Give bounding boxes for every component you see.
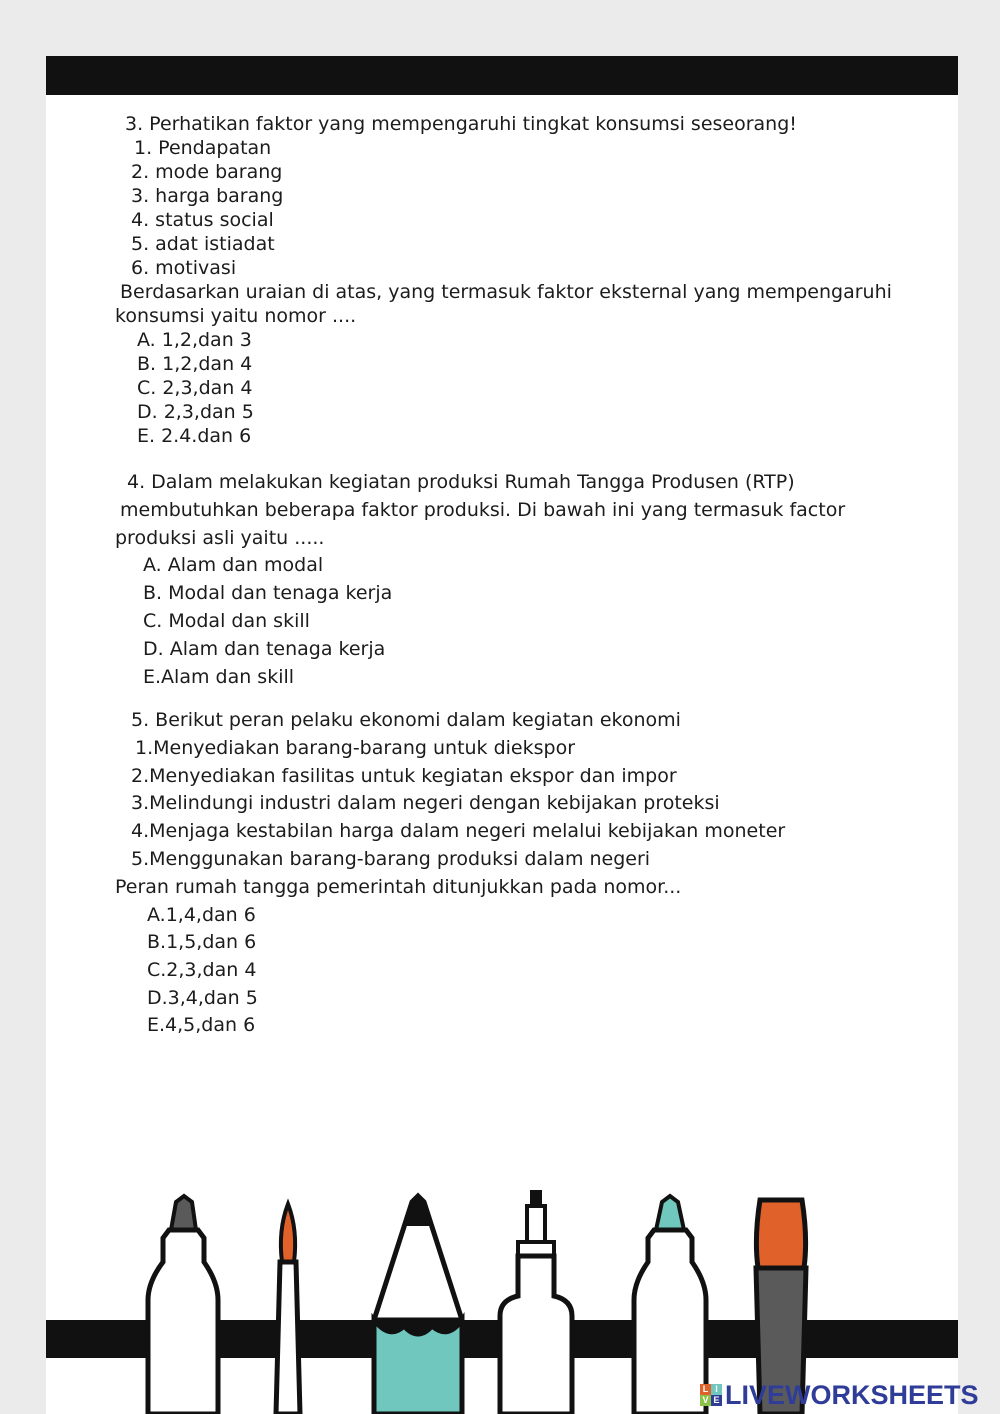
q3-option-e[interactable]: E. 2.4.dan 6	[137, 425, 252, 447]
q5-option-e[interactable]: E.4,5,dan 6	[147, 1014, 256, 1036]
q4-option-a[interactable]: A. Alam dan modal	[143, 554, 324, 576]
q5-option-d[interactable]: D.3,4,dan 5	[147, 987, 258, 1009]
teal-pencil-icon	[374, 1196, 462, 1414]
q4-option-e[interactable]: E.Alam dan skill	[143, 666, 295, 688]
q3-stem: 3. Perhatikan faktor yang mempengaruhi tingkat konsumsi seseorang!	[125, 113, 797, 135]
liveworksheets-mark-icon: L I V E	[700, 1384, 722, 1406]
q4-stem-line-1: 4. Dalam melakukan kegiatan produksi Rumah Tangga Produsen (RTP)	[127, 471, 795, 493]
q5-item-1: 1.Menyediakan barang-barang untuk diekspor	[135, 737, 576, 759]
q5-option-a[interactable]: A.1,4,dan 6	[147, 904, 256, 926]
liveworksheets-logo-text: LIVEWORKSHEETS	[725, 1379, 979, 1410]
q3-factor-1: 1. Pendapatan	[134, 137, 272, 159]
teal-marker-icon	[634, 1196, 706, 1414]
q5-item-2: 2.Menyediakan fasilitas untuk kegiatan ekspor dan impor	[131, 765, 677, 787]
q4-stem-line-3: produksi asli yaitu .....	[115, 527, 325, 549]
q5-option-b[interactable]: B.1,5,dan 6	[147, 931, 257, 953]
q3-question-line-1: Berdasarkan uraian di atas, yang termasuk faktor eksternal yang mempengaruhi	[120, 281, 892, 303]
q3-option-b[interactable]: B. 1,2,dan 4	[137, 353, 253, 375]
q3-option-a[interactable]: A. 1,2,dan 3	[137, 329, 252, 351]
q3-factor-4: 4. status social	[131, 209, 274, 231]
q3-option-c[interactable]: C. 2,3,dan 4	[137, 377, 253, 399]
q3-factor-5: 5. adat istiadat	[131, 233, 275, 255]
liveworksheets-logo	[700, 1380, 979, 1410]
q4-option-d[interactable]: D. Alam dan tenaga kerja	[143, 638, 386, 660]
q5-item-4: 4.Menjaga kestabilan harga dalam negeri melalui kebijakan moneter	[131, 820, 786, 842]
q5-stem: 5. Berikut peran pelaku ekonomi dalam kegiatan ekonomi	[131, 709, 681, 731]
q5-item-3: 3.Melindungi industri dalam negeri dengan kebijakan proteksi	[131, 792, 720, 814]
q4-option-c[interactable]: C. Modal dan skill	[143, 610, 310, 632]
q4-stem-line-2: membutuhkan beberapa faktor produksi. Di bawah ini yang termasuk factor	[120, 499, 846, 521]
fineliner-pen-icon	[500, 1190, 572, 1414]
q3-question-line-2: konsumsi yaitu nomor ....	[115, 305, 357, 327]
q5-question: Peran rumah tangga pemerintah ditunjukkan pada nomor...	[115, 876, 682, 898]
q3-factor-2: 2. mode barang	[131, 161, 283, 183]
q3-option-d[interactable]: D. 2,3,dan 5	[137, 401, 254, 423]
thin-brush-icon	[276, 1204, 300, 1414]
q5-item-5: 5.Menggunakan barang-barang produksi dalam negeri	[131, 848, 651, 870]
q3-factor-3: 3. harga barang	[131, 185, 284, 207]
q3-factor-6: 6. motivasi	[131, 257, 237, 279]
grey-marker-icon	[148, 1196, 218, 1414]
q5-option-c[interactable]: C.2,3,dan 4	[147, 959, 257, 981]
q4-option-b[interactable]: B. Modal dan tenaga kerja	[143, 582, 393, 604]
